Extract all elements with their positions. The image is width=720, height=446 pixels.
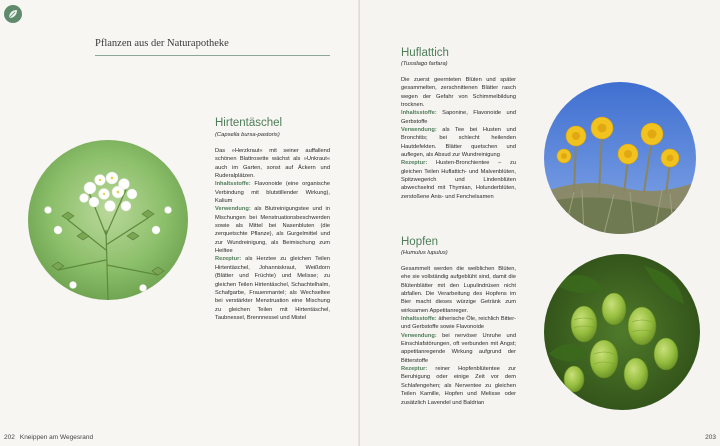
hopfen-use-label: Verwendung: [401,332,437,339]
leaf-icon [7,8,19,20]
hopfen-latin: (Humulus lupulus) [401,250,448,256]
hirtentaeschel-photo [28,140,188,300]
hirtentaeschel-intro: Das »Herzkraut« mit seiner auffallend schönen Blattrosette wächst als »Unkraut« auch im Garten, sonst auf Äckern und Ruderalplätzen. [215,148,330,180]
hopfen-title: Hopfen [401,236,439,248]
huflattich-recipe: Husten-Bronchientee – zu gleichen Teilen Huflattich- und Malvenblüten, Spitzwegerich und Lindenblüten abwechselnd mit Thymian, Holunderblüten, zerstoßene Anis- und Fenchelsamen [401,160,516,200]
section-title: Pflanzen aus der Naturapotheke [95,38,229,49]
huflattich-title: Huflattich [401,47,449,59]
publisher-logo [4,5,22,23]
hopfen-photo [544,254,700,410]
hopfen-ingredients: ätherische Öle, reichlich Bitter- und Gerbstoffe sowie Flavonoide [401,316,516,331]
hirtentaeschel-title: Hirtentäschel [215,117,283,129]
hopfen-recipe-label: Rezeptur: [401,366,428,373]
huflattich-photo [544,82,696,234]
right-page-number: 203 [705,434,716,441]
hopfen-intro: Gesammelt werden die weiblichen Blüten, ehe sie vollständig aufgeblüht sind, damit die Blütenblätter mit den Lupulindrüsen nicht abfallen. Die Verarbeitung des Hopfens im Bier macht dieses würzige Getränk zum wirksamen Appetitanreger. [401,266,516,314]
hirtentaeschel-recipe-label: Rezeptur: [215,256,242,263]
hirtentaeschel-use: als Blutreinigungstee und in Mischungen bei Menstruationsbeschwerden sowie als Mittel bei Nasenbluten (die zerquetschte Pflanze), als Gurgelmittel und zur Wundreinigung, als Beimischung zum Heiltee [215,206,330,255]
section-rule [95,55,330,56]
hopfen-use: bei nervöser Unruhe und Einschlafstörungen, oft verbunden mit Angst; appetitanregende Wirkung aufgrund der Bitterstoffe [401,332,516,364]
huflattich-ingredients: Saponine, Flavonoide und Gerbstoffe [401,110,516,125]
hirtentaeschel-text [215,147,330,322]
huflattich-intro: Die zuerst geernteten Blüten und später gesammelten, zerschnittenen Blätter rasch wegen der Gefahr von Schimmelbildung trocknen. [401,77,516,109]
hirtentaeschel-recipe: als Herztee zu gleichen Teilen Hirtentäschel, Johanniskraut, Weißdorn (Blätter und Früchte) und Melisse; zu gleichen Teilen Hirtentäschel, Schachtelhalm, Schafgarbe, Frauenmantel; als Wechseltee bei verstärkter Menstruation eine Mischung zu gleichen Teilen mit Hirtentäschel, Taubnessel, Brennnessel und Mistel [215,256,330,321]
hirtentaeschel-use-label: Verwendung: [215,206,251,213]
left-page-number: 202 [4,434,15,441]
left-running-title: Kneippen am Wegesrand [19,434,94,441]
hirtentaeschel-latin: (Capsella bursa-pastoris) [215,132,280,138]
huflattich-ingredients-label: Inhaltsstoffe: [401,110,437,117]
huflattich-text [401,76,516,201]
hopfen-recipe: reiner Hopfenblütentee zur Beruhigung oder einige Zeit vor dem Schlafengehen; als Nerventee zu gleichen Teilen Kamille, Hopfen und Melisse oder zusätzlich Lavendel und Baldrian [401,366,516,406]
huflattich-latin: (Tussilago farfara) [401,61,448,67]
hirtentaeschel-ingredients-label: Inhaltsstoffe: [215,181,251,188]
huflattich-recipe-label: Rezeptur: [401,160,428,167]
left-folio [4,434,93,441]
huflattich-use-label: Verwendung: [401,127,437,134]
hirtentaeschel-ingredients: Flavonoide (eine organische Verbindung mit blutstillender Wirkung), Kalium [215,181,330,205]
hopfen-text [401,265,516,407]
hopfen-ingredients-label: Inhaltsstoffe: [401,316,437,323]
huflattich-use: als Tee bei Husten und Bronchitis; bei schlecht heilenden Hautdefekten. Blätter quetschen und auflegen, als Absud zur Wundreinigung [401,127,516,159]
